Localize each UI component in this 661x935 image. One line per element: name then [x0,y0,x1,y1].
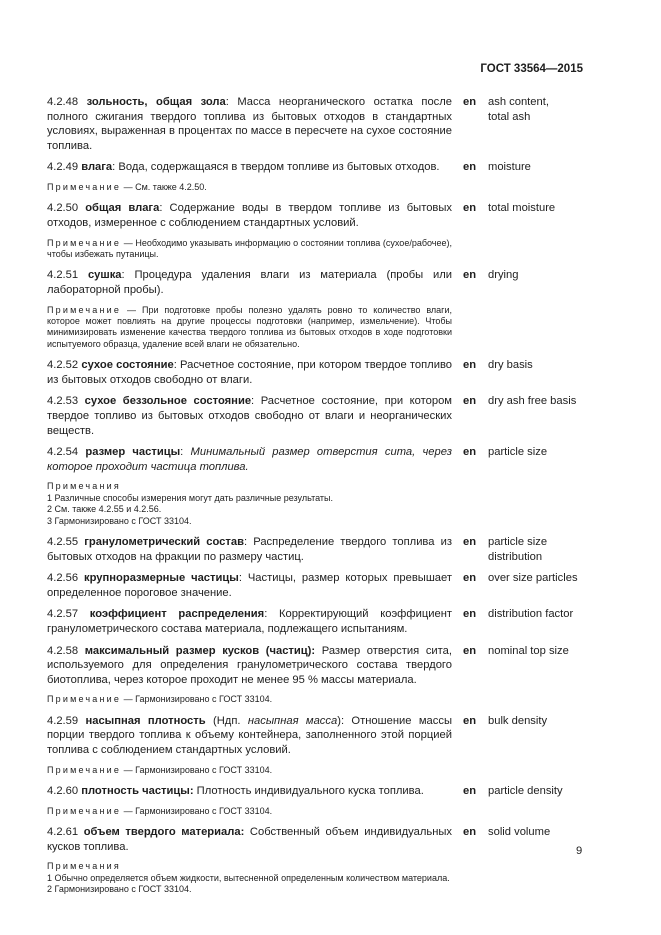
term-number: 4.2.52 [47,359,79,372]
english-term [488,160,598,175]
english-term [488,714,598,729]
english-term-line: dry basis [488,359,533,372]
term-definition [47,571,452,600]
term-separator: : [238,572,248,585]
note-item: 1 Различные способы измерения могут дать различные результаты. [47,492,334,503]
language-code: en [463,572,477,585]
english-term-line: particle size [488,535,548,548]
term-note [47,305,452,351]
english-term [488,825,598,840]
term-entry [47,571,587,600]
term-alt-prefix: (Ндп. [212,714,248,727]
note-text: Гармонизировано с ГОСТ 33104. [135,694,273,705]
term-separator [206,715,213,727]
term-definition [47,825,452,854]
term-definition [47,201,452,230]
english-term-line: particle density [488,784,563,797]
language-code: en [463,608,477,621]
english-term-line: nominal top size [488,644,569,657]
term-number: 4.2.56 [47,572,79,585]
terms-list [47,95,587,903]
term-number: 4.2.49 [47,161,79,174]
term-definition-text: Минимальный размер отверстия сита, через которое проходит частица топлива. [47,446,453,473]
term-definition [47,784,452,799]
language-code: en [463,161,477,174]
term-name: сухое беззольное состояние [84,395,252,408]
english-term-line: ash content, [488,96,549,108]
term-number: 4.2.58 [47,644,79,657]
note-dash: — [121,304,142,315]
term-definition-text: Частицы, размер которых превышает определенное пороговое значение. [47,572,452,599]
english-term-line: dry ash free basis [488,395,577,408]
notes-label: Примечания [47,861,121,872]
notes-label: Примечания [47,481,121,492]
english-term [488,607,598,622]
english-term [488,95,598,124]
term-definition [47,445,452,474]
term-notes [47,481,452,527]
term-name: зольность, общая зола [86,96,226,108]
term-name: плотность частицы: [81,784,194,797]
term-number: 4.2.50 [47,202,79,215]
language-code: en [463,446,477,459]
term-number: 4.2.55 [47,535,79,548]
note-label: Примечание [47,694,122,705]
term-separator: : [173,359,181,372]
term-definition-text: Распределение твердого топлива из бытовых отходов на фракции по размеру частиц. [47,535,452,563]
term-entry [47,268,587,297]
term-number: 4.2.61 [47,825,79,838]
term-definition-text: Расчетное состояние, при котором твердое топливо из бытовых отходов свободно от влаги и неорганических веществ. [47,395,452,437]
term-entry [47,160,587,175]
term-number: 4.2.53 [47,395,79,408]
term-entry [47,825,587,854]
term-definition-text: Масса неорганического остатка после полного сжигания твердого топлива из бытовых отходов в стандартных условиях, выраженная в процентах по массе в пересчете на сухое состояние топлива. [47,96,453,152]
note-text: См. также 4.2.50. [135,181,207,192]
term-entry [47,644,587,688]
note-item: 2 См. также 4.2.55 и 4.2.56. [47,504,162,515]
language-code: en [463,269,477,282]
term-definition [47,644,452,688]
term-definition [47,358,452,387]
english-term [488,571,598,586]
term-definition [47,394,452,438]
term-name: размер частицы [85,446,181,459]
note-text: Необходимо указывать информацию о состоянии топлива (сухое/рабочее), чтобы избежать путаницы. [47,237,452,259]
english-term-line: total ash [488,110,531,123]
term-separator: : [121,269,135,282]
term-note [47,806,452,817]
term-definition-text: Вода, содержащаяся в твердом топливе из бытовых отходов. [118,161,440,174]
term-entry [47,445,587,474]
term-definition-text: Плотность индивидуального куска топлива. [196,784,424,797]
language-code: en [463,359,477,372]
english-term [488,644,598,659]
term-separator: : [251,395,261,408]
term-definition [47,607,452,636]
term-name: влага [81,161,113,174]
english-term-line: drying [488,269,519,282]
term-notes [47,861,452,895]
note-label: Примечание [47,805,122,816]
term-name: общая влага [85,202,160,215]
language-code: en [463,784,477,797]
note-dash: — [121,237,136,248]
note-text: Гармонизировано с ГОСТ 33104. [135,764,273,775]
term-definition-text: Собственный объем индивидуальных кусков топлива. [47,825,453,853]
term-definition [47,714,452,758]
english-term-line: total moisture [488,202,556,215]
note-dash: — [121,694,136,705]
note-dash: — [121,764,136,775]
english-term-line: particle size [488,446,548,459]
note-dash: — [121,805,136,816]
term-separator: : [243,535,254,548]
term-definition [47,535,452,564]
term-number: 4.2.54 [47,446,79,459]
english-term [488,535,598,564]
english-term-line: over size particles [488,572,578,585]
term-number: 4.2.60 [47,784,79,797]
language-code: en [463,535,477,548]
term-note [47,238,452,261]
english-term [488,358,598,373]
language-code: en [463,714,477,727]
term-name: объем твердого материала: [83,825,245,838]
english-term-line: distribution [488,550,543,563]
english-term-line: moisture [488,161,531,174]
term-number: 4.2.51 [47,269,79,282]
term-note [47,694,452,705]
term-name: сухое состояние [81,359,174,372]
term-entry [47,714,587,758]
term-entry [47,784,587,799]
english-term [488,394,598,409]
english-term [488,784,598,799]
term-separator [315,645,322,657]
note-item: 1 Обычно определяется объем жидкости, вытесненной определенным количеством материала. [47,872,450,883]
term-definition-text: Отношение массы порции твердого топлива к объему контейнера, заполненного этой порцией топлива с соблюдением стандартных условий. [47,714,452,756]
page-header: ГОСТ 33564—2015 [480,63,583,75]
term-name: гранулометрический состав [84,535,244,548]
note-label: Примечание [47,764,122,775]
term-number: 4.2.48 [47,96,79,108]
term-name: коэффициент распределения [89,608,265,621]
note-text: При подготовке пробы полезно удалять ровно то количество влаги, которое может повлиять на другие процессы подготовки (например, измельчение). Чтобы минимизировать изменение качества твердого топлива из бытовых отходов в ходе подготовки испытуемого образца, удаление всей влаги не обязательно. [47,304,452,349]
note-dash: — [121,181,136,192]
term-entry [47,535,587,564]
language-code: en [463,202,477,215]
term-separator: : [264,608,279,621]
english-term [488,201,598,216]
term-alt-name: насыпная масса [247,714,338,727]
language-code: en [463,96,477,108]
term-entry [47,358,587,387]
term-entry [47,607,587,636]
term-definition-text: Расчетное состояние, при котором твердое топливо из бытовых отходов свободно от влаги. [47,359,453,386]
term-name: крупноразмерные частицы [84,572,239,585]
term-name: сушка [87,269,122,282]
term-note [47,182,452,193]
english-term [488,445,598,460]
term-definition-text: Содержание воды в твердом топливе из бытовых отходов, измеренное с соблюдением стандартных условий. [47,202,453,229]
term-definition-text: Корректирующий коэффициент гранулометрического состава материала, подлежащего испытаниям. [47,608,453,635]
term-alt-suffix: ): [337,714,352,727]
term-entry [47,95,587,153]
page-number: 9 [576,845,583,857]
term-definition [47,95,452,153]
term-name: насыпная плотность [85,714,206,727]
english-term [488,268,598,283]
english-term-line: solid volume [488,825,551,838]
note-label: Примечание [47,181,122,192]
term-definition-text: Размер отверстия сита, используемого для определения гранулометрического состава твердого биотоплива, через которое проходит не менее 95 % массы материала. [47,644,452,686]
term-name: максимальный размер кусков (частиц): [84,644,316,657]
term-note [47,765,452,776]
term-separator: : [225,96,238,108]
term-entry [47,201,587,230]
english-term-line: distribution factor [488,608,574,621]
language-code: en [463,825,477,838]
note-text: Гармонизировано с ГОСТ 33104. [135,805,273,816]
term-separator: : [159,202,170,215]
note-label: Примечание [47,237,122,248]
term-separator: : [180,446,191,459]
note-item: 2 Гармонизировано с ГОСТ 33104. [47,883,192,894]
language-code: en [463,395,477,408]
term-separator: : [112,161,119,174]
term-definition [47,268,452,297]
language-code: en [463,644,477,657]
term-definition [47,160,452,175]
note-label: Примечание [47,304,122,315]
term-definition-text: Процедура удаления влаги из материала (пробы или лабораторной пробы). [47,269,452,296]
term-number: 4.2.59 [47,714,79,727]
term-number: 4.2.57 [47,608,79,621]
note-item: 3 Гармонизировано с ГОСТ 33104. [47,515,192,526]
english-term-line: bulk density [488,714,548,727]
term-entry [47,394,587,438]
